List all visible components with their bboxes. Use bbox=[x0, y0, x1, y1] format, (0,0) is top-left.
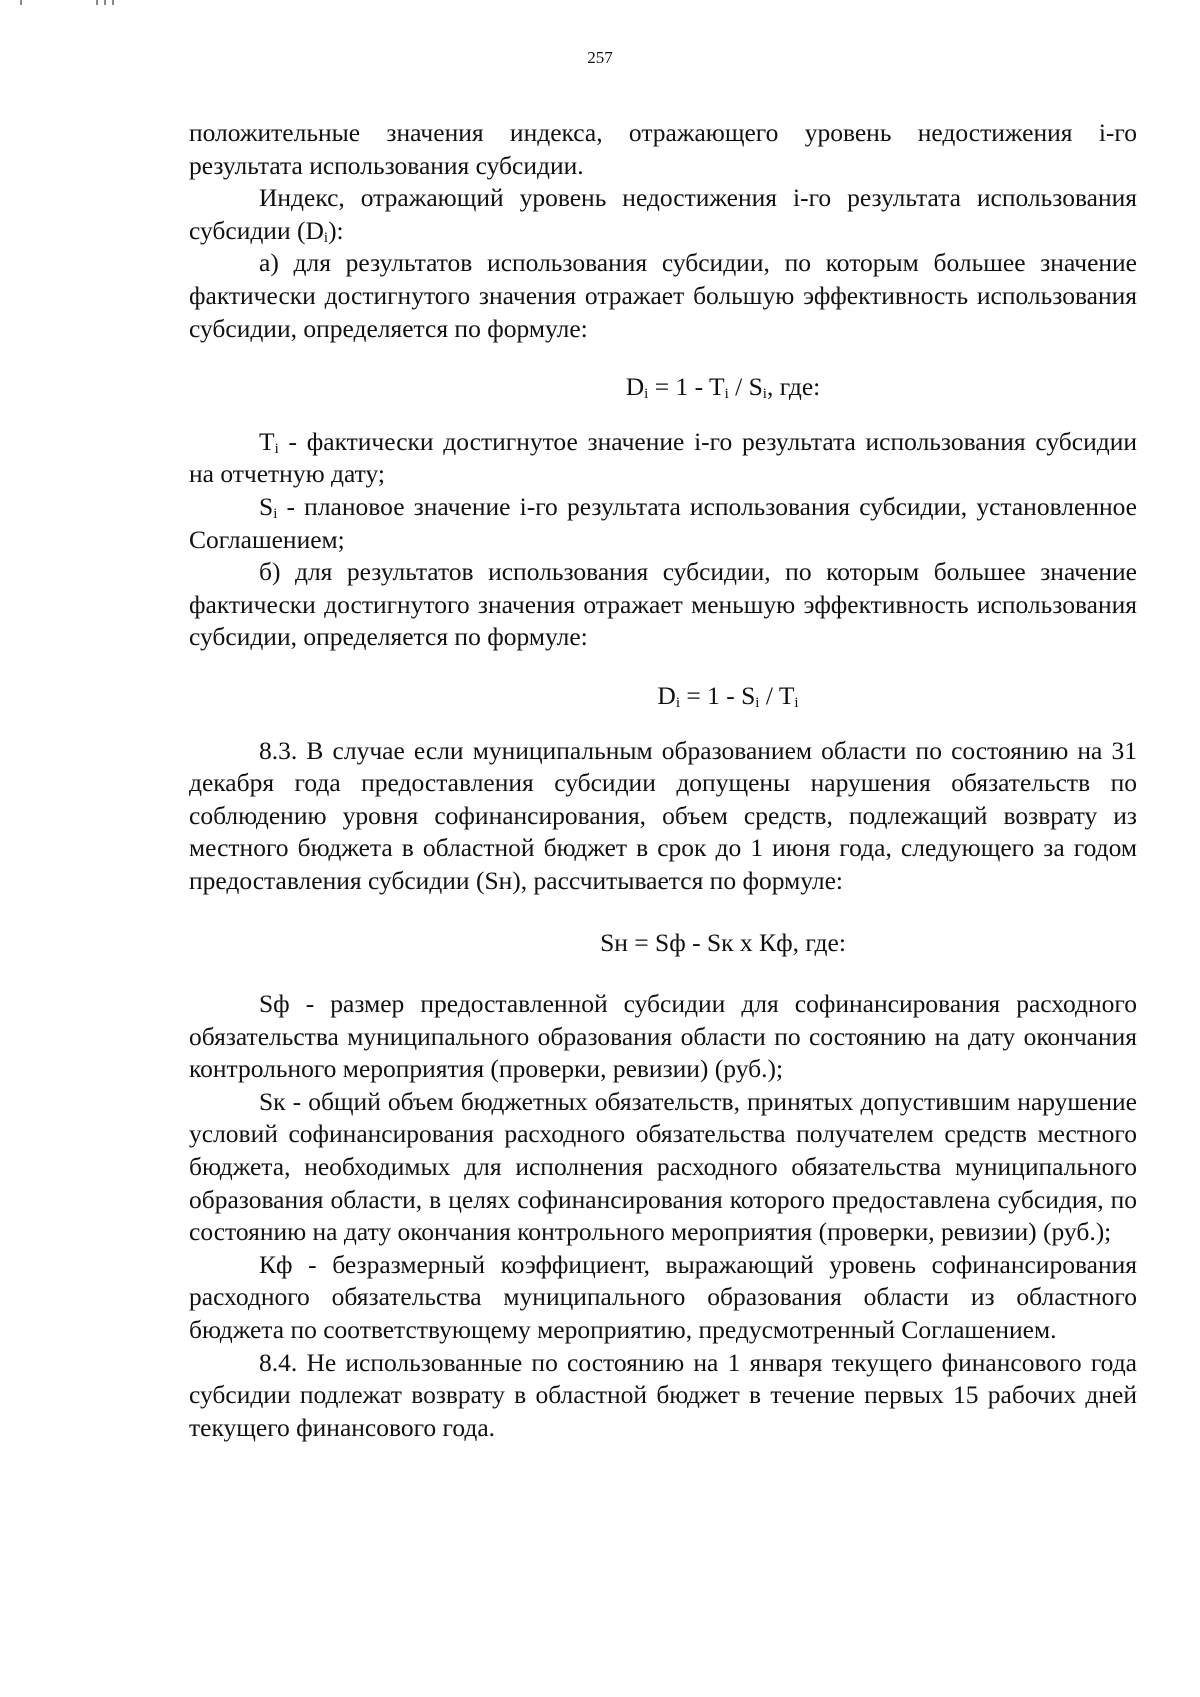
paragraph-case-a: а) для результатов использования субсидии, по которым большее значение фактически достигнутого значения отражает большую эффективность использования субсидии, определяется по формуле: bbox=[189, 248, 1137, 343]
variable: T bbox=[259, 426, 275, 456]
document-body bbox=[189, 117, 1137, 1444]
paragraph-kf-definition: Кф - безразмерный коэффициент, выражающий уровень софинансирования расходного обязательства муниципального образования области из областного бюджета по соответствующему мероприятию, предусмотренный Соглашением. bbox=[189, 1249, 1137, 1344]
subscript: i bbox=[794, 694, 799, 711]
subscript: i bbox=[644, 386, 649, 403]
paragraph-section-8-4: 8.4. Не использованные по состоянию на 1 января текущего финансового года субсидии подлежат возврату в областной бюджет в течение первых 15 рабочих дней текущего финансового года. bbox=[189, 1347, 1137, 1442]
formula-part: , где: bbox=[766, 372, 821, 402]
formula-part: D bbox=[625, 372, 645, 402]
paragraph-index-definition bbox=[189, 182, 1137, 247]
variable: S bbox=[259, 491, 274, 521]
scan-corner-marks bbox=[20, 0, 140, 6]
paragraph-text: - плановое значение i-го результата использования субсидии, установленное Соглашением; bbox=[189, 491, 1137, 554]
paragraph-continuation: положительные значения индекса, отражающего уровень недостижения i-го результата использования субсидии. bbox=[189, 118, 1137, 180]
subscript: i bbox=[755, 694, 760, 711]
paragraph-si-definition bbox=[189, 491, 1137, 556]
page-number: 257 bbox=[587, 48, 613, 67]
formula-di-2 bbox=[319, 680, 1137, 713]
paragraph-ti-definition bbox=[189, 426, 1137, 491]
formula-di-1 bbox=[309, 371, 1137, 404]
paragraph-sk-definition: Sк - общий объем бюджетных обязательств, принятых допустившим нарушение условий софинансирования расходного обязательства получателем средств местного бюджета, необходимых для исполнения расходного обязательства муниципального образования области, в целях софинансирования которого предоставлена субсидия, по состоянию на дату окончания контрольного мероприятия (проверки, ревизии) (руб.); bbox=[189, 1086, 1137, 1247]
subscript: i bbox=[273, 505, 278, 522]
formula-part: D bbox=[657, 680, 676, 710]
paragraph-text: - фактически достигнутое значение i-го результата использования субсидии на отчетную дату; bbox=[189, 426, 1137, 489]
formula-part: / T bbox=[759, 680, 795, 710]
formula-part: = 1 - T bbox=[648, 372, 725, 402]
paragraph-case-b: б) для результатов использования субсидии, по которым большее значение фактически достигнутого значения отражает меньшую эффективность использования субсидии, определяется по формуле: bbox=[189, 557, 1137, 652]
paragraph-section-8-3: 8.3. В случае если муниципальным образованием области по состоянию на 31 декабря года предоставления субсидии допущены нарушения обязательств по соблюдению уровня софинансирования, объем средств, подлежащий возврату из местного бюджета в областной бюджет в срок до 1 июня года, следующего за годом предоставления субсидии (Sн), рассчитывается по формуле: bbox=[189, 735, 1137, 895]
paragraph-text: Индекс, отражающий уровень недостижения i-го результата использования субсидии (D bbox=[189, 183, 1137, 245]
subscript: i bbox=[724, 386, 729, 403]
subscript: i bbox=[762, 386, 767, 403]
paragraph-text: ): bbox=[328, 215, 344, 245]
paragraph-sf-definition: Sф - размер предоставленной субсидии для софинансирования расходного обязательства муниципального образования области по состоянию на дату окончания контрольного мероприятия (проверки, ревизии) (руб.); bbox=[189, 989, 1137, 1084]
subscript: i bbox=[274, 440, 279, 457]
subscript: i bbox=[323, 229, 329, 246]
formula-sn: Sн = Sф - Sк х Кф, где: bbox=[600, 928, 846, 958]
formula-part: = 1 - S bbox=[679, 680, 756, 710]
formula-part: / S bbox=[728, 372, 763, 402]
subscript: i bbox=[675, 694, 680, 711]
